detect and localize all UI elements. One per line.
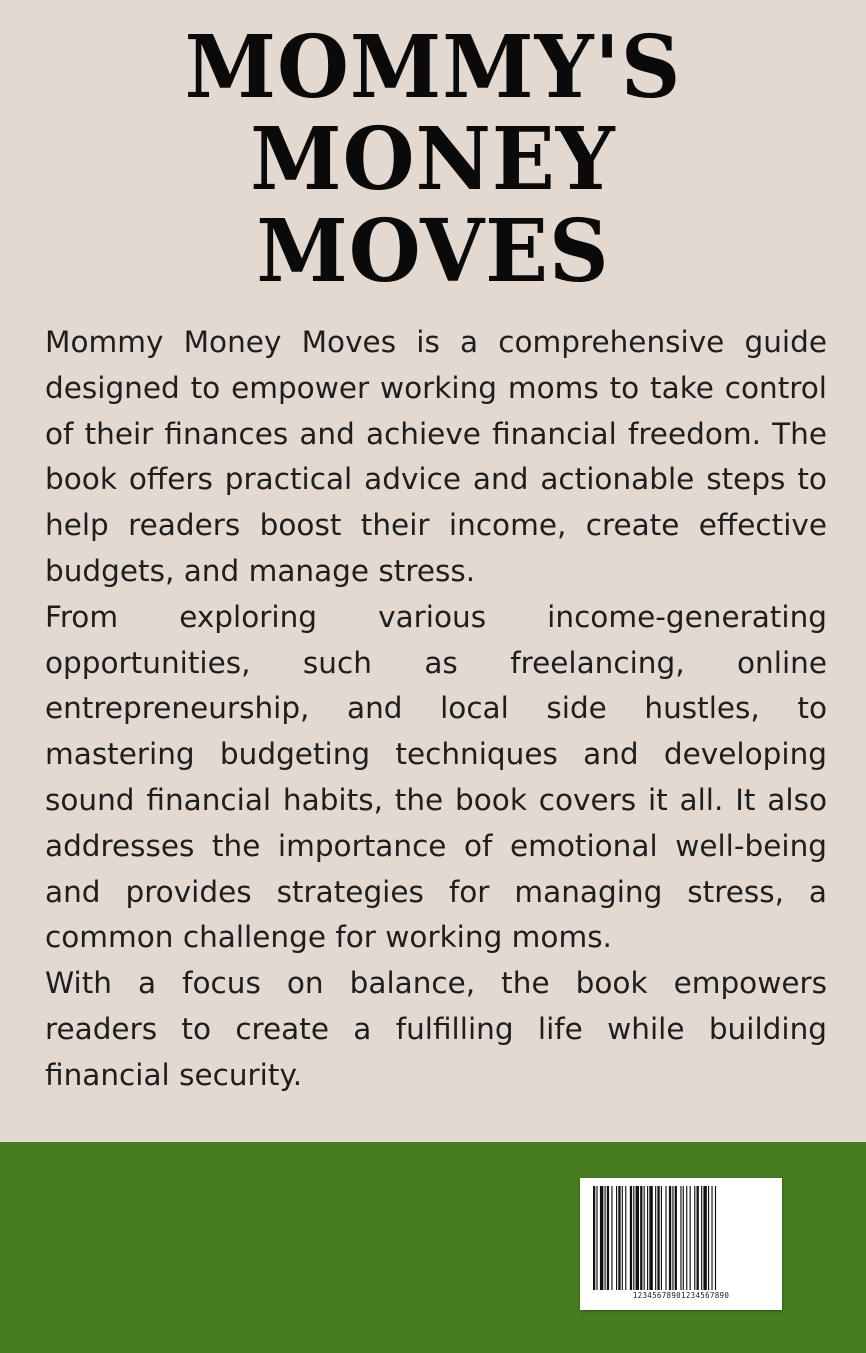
barcode-bar xyxy=(701,1186,702,1290)
barcode-bar xyxy=(630,1186,632,1290)
barcode-bar xyxy=(600,1186,603,1290)
barcode-bar xyxy=(605,1186,606,1290)
barcode-bar xyxy=(611,1186,612,1290)
barcode-bar xyxy=(616,1186,617,1290)
barcode-bar xyxy=(596,1186,597,1290)
barcode-bar xyxy=(680,1186,681,1290)
book-description xyxy=(45,320,827,1099)
barcode-bar xyxy=(665,1186,666,1290)
title-line-1: MOMMY'S xyxy=(184,17,682,118)
description-paragraph-3: With a focus on balance, the book empowers readers to create a fulfilling life while building financial security. xyxy=(45,966,827,1092)
barcode-bar xyxy=(675,1186,677,1290)
barcode-bar xyxy=(655,1186,656,1290)
barcode-bar xyxy=(647,1186,648,1290)
barcode-bar xyxy=(697,1186,699,1290)
barcode-bar xyxy=(703,1186,706,1290)
barcode-bar xyxy=(618,1186,620,1290)
barcode-bar xyxy=(683,1186,684,1290)
barcode-bar xyxy=(640,1186,642,1290)
barcode-bar xyxy=(607,1186,609,1290)
barcode-bar xyxy=(661,1186,662,1290)
description-paragraph-1: Mommy Money Moves is a comprehensive guide designed to empower working moms to take control of their finances and achieve financial freedom. The book offers practical advice and actionable steps to help readers boost their income, create effective budgets, and manage stress. xyxy=(45,325,827,588)
barcode-label xyxy=(580,1178,782,1310)
barcode-bar xyxy=(636,1186,639,1290)
barcode-bar xyxy=(649,1186,652,1290)
barcode-bar xyxy=(633,1186,634,1290)
book-title xyxy=(0,17,866,302)
barcode-bar xyxy=(708,1186,709,1290)
barcode-bar xyxy=(690,1186,691,1290)
barcode-bar xyxy=(711,1186,712,1290)
barcode-bar xyxy=(669,1186,671,1290)
barcode-bar xyxy=(622,1186,623,1290)
title-line-3: MOVES xyxy=(256,201,610,302)
barcode-bar xyxy=(657,1186,659,1290)
title-line-2: MONEY xyxy=(250,109,616,210)
barcode-icon xyxy=(593,1186,769,1290)
barcode-bar xyxy=(644,1186,645,1290)
barcode-bar xyxy=(686,1186,687,1290)
barcode-number: 1234567890123456789​0 xyxy=(632,1291,730,1300)
barcode-bar xyxy=(694,1186,695,1290)
barcode-bar xyxy=(672,1186,673,1290)
barcode-bar xyxy=(593,1186,595,1290)
barcode-bar xyxy=(715,1186,716,1290)
barcode-bar xyxy=(625,1186,626,1290)
description-paragraph-2: From exploring various income-generating opportunities, such as freelancing, online entrepreneurship, and local side hustles, to mastering budgeting techniques and developing sound financial habits, the book covers it all. It also addresses the importance of emotional well-being and provides strategies for managing stress, a common challenge for working moms. xyxy=(45,599,827,955)
